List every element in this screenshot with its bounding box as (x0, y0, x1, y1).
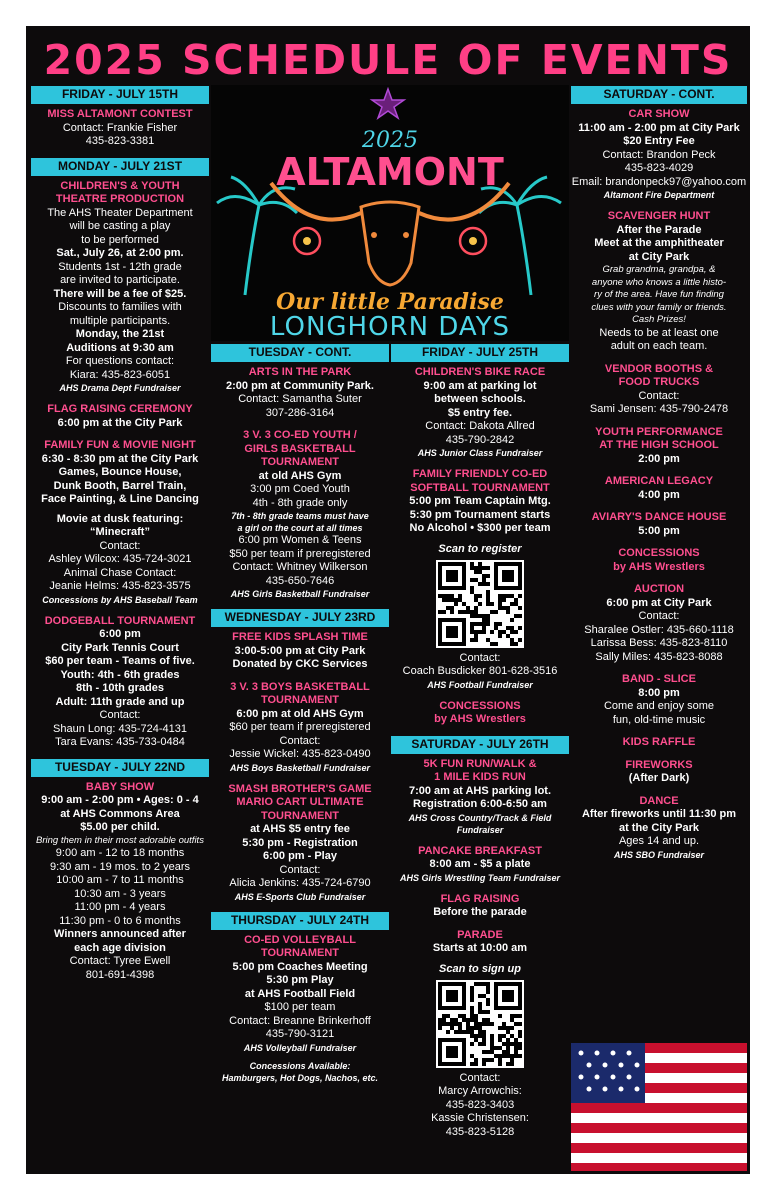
event-title: SCAVENGER HUNT (607, 210, 711, 222)
event-title: FREE KIDS SPLASH TIME (232, 631, 368, 643)
star-icon (372, 89, 404, 118)
event-detail: 5:00 pm Coaches Meeting (232, 960, 368, 973)
event-title: CHILDREN'S BIKE RACE (414, 366, 546, 378)
event-detail: No Alcohol • $300 per team (409, 522, 551, 534)
event-detail: at AHS $5 entry fee (250, 823, 350, 835)
event-detail: Larissa Bess: 435-823-8110 (590, 637, 728, 649)
event-title: THEATRE PRODUCTION (55, 193, 185, 205)
event-detail: After the Parade (616, 223, 702, 236)
event-detail: For questions contact: (65, 355, 175, 367)
event-detail: between schools. (434, 393, 526, 405)
event-note: AHS Junior Class Fundraiser (417, 448, 543, 458)
event-note: Hamburgers, Hot Dogs, Nachos, etc. (221, 1072, 379, 1083)
event-title: CO-ED VOLLEYBALL (244, 933, 356, 946)
event-title: FIREWORKS (625, 758, 693, 771)
event-title: by AHS Wrestlers (434, 713, 526, 725)
event-detail: 8:00 am - $5 a plate (429, 858, 531, 870)
event-detail: Grab grandma, grandpa, & (602, 264, 716, 275)
event-detail: Animal Chase Contact: (63, 566, 177, 579)
event-concessions (391, 700, 569, 727)
event-detail: City Park Tennis Court (61, 641, 179, 654)
event-title: ARTS IN THE PARK (248, 366, 352, 378)
event-title: VENDOR BOOTHS & (604, 362, 714, 375)
event-detail: 2:00 pm at Community Park. (226, 379, 374, 392)
event-detail: Monday, the 21st (75, 328, 165, 340)
event-detail: Contact: (99, 709, 141, 721)
event-title: TOURNAMENT (260, 809, 339, 822)
event-detail: 435-823-3381 (85, 135, 155, 147)
event-title: MISS ALTAMONT CONTEST (47, 108, 193, 120)
event-title: CHILDREN'S & YOUTH (60, 179, 180, 192)
event-detail: 3:00-5:00 pm at City Park (234, 644, 366, 657)
event-title: AVIARY'S DANCE HOUSE (591, 511, 727, 523)
event-title: PARADE (457, 928, 503, 941)
event-note: AHS Drama Dept Fundraiser (59, 383, 181, 393)
event-detail: 5:30 pm - Registration (242, 836, 358, 849)
event-detail: (After Dark) (628, 772, 690, 784)
event-detail: Ages 14 and up. (618, 835, 700, 847)
event-detail: Registration 6:00-6:50 am (413, 798, 547, 810)
event-title: AUCTION (633, 583, 685, 595)
event-title: FOOD TRUCKS (618, 376, 700, 388)
event-auction (571, 583, 747, 664)
event-detail: to be performed (81, 233, 159, 246)
event-detail: ry of the area. Have fun finding (594, 289, 724, 300)
event-flag-raising-ceremony (31, 403, 209, 430)
event-note: AHS Girls Wrestling Team Fundraiser (399, 872, 561, 883)
event-3-v-3-boys-basketball (211, 681, 389, 774)
event-detail: 9:00 am - 12 to 18 months (55, 847, 185, 859)
event-note: Concessions by AHS Baseball Team (42, 594, 198, 605)
column-1 (31, 85, 209, 991)
event-note: AHS Volleyball Fundraiser (243, 1042, 357, 1053)
event-detail: The AHS Theater Department (47, 206, 193, 219)
event-detail: Sami Jensen: 435-790-2478 (589, 403, 729, 415)
event-detail: Contact: (279, 863, 321, 876)
event-3-v-3-co-ed-youth (211, 429, 389, 600)
event-detail: There will be a fee of $25. (53, 287, 187, 300)
event-title: CAR SHOW (628, 108, 690, 120)
event-note: AHS E-Sports Club Fundraiser (234, 891, 366, 902)
event-title: BABY SHOW (85, 780, 155, 793)
event-detail: Winners announced after (54, 928, 186, 940)
event-detail: 5:00 pm (638, 524, 680, 537)
event-title: CONCESSIONS (618, 547, 700, 559)
event-detail: Cash Prizes! (632, 314, 686, 325)
american-flag-image (571, 1043, 747, 1171)
event-title: BAND - SLICE (622, 673, 696, 685)
event-detail: are invited to participate. (60, 274, 180, 286)
event-detail: $50 per team if preregistered (229, 547, 371, 560)
event-title: KIDS RAFFLE (622, 736, 696, 748)
event-detail: Email: brandonpeck97@yahoo.com (571, 175, 747, 188)
page-title: 2025 SCHEDULE OF EVENTS (43, 36, 733, 84)
event-detail: Shaun Long: 435-724-4131 (53, 722, 187, 735)
event-pancake-breakfast (391, 845, 569, 884)
event-detail: at AHS Football Field (244, 987, 356, 1000)
event-free-kids-splash-time (211, 631, 389, 672)
column-4 (571, 85, 747, 870)
event-title: DODGEBALL TOURNAMENT (44, 614, 196, 627)
day-header-thursday-july-24th: THURSDAY - JULY 24TH (211, 912, 389, 930)
event-title: TOURNAMENT (260, 947, 339, 959)
event-co-ed-volleyball (211, 934, 389, 1084)
event-detail: 9:00 am - 2:00 pm • Ages: 0 - 4 (41, 794, 199, 806)
event-detail: Kassie Christensen: (431, 1112, 529, 1124)
event-detail: at City Park (628, 250, 690, 263)
event-detail: 435-650-7646 (265, 574, 335, 587)
event-title: SMASH BROTHER'S GAME (228, 782, 372, 795)
event-detail: at old AHS Gym (258, 469, 342, 482)
event-detail: at AHS Commons Area (60, 807, 180, 820)
event-detail: 5:30 pm Play (266, 974, 334, 986)
event-detail: will be casting a play (69, 220, 171, 232)
event-title: 5K FUN RUN/WALK & (423, 757, 537, 770)
event-detail: Before the parade (433, 906, 527, 918)
event-detail: 6:00 pm at City Park (606, 596, 712, 609)
event-detail: $100 per team (264, 1001, 336, 1013)
event-detail: Kiara: 435-823-6051 (69, 368, 171, 381)
longhorn-head-icon (361, 202, 419, 285)
event-5k-fun-run-walk (391, 758, 569, 836)
event-detail: Meet at the amphitheater (594, 237, 724, 249)
event-detail: 435-790-2842 (445, 433, 515, 446)
day-header-tuesday-cont: TUESDAY - CONT. (211, 344, 389, 362)
event-detail: 435-823-4029 (624, 162, 694, 174)
event-detail: Students 1st - 12th grade (58, 260, 182, 273)
palm-tree-right-icon (479, 177, 561, 295)
day-header-tuesday-july-22nd: TUESDAY - JULY 22ND (31, 759, 209, 777)
event-car-show (571, 108, 747, 201)
event-note: AHS Cross Country/Track & Field Fundraiser (408, 812, 552, 835)
event-detail: multiple participants. (69, 314, 171, 327)
event-detail: Scan to sign up (439, 962, 521, 975)
day-header-saturday-cont: SATURDAY - CONT. (571, 86, 747, 104)
altamont-longhorn-days-logo (211, 85, 569, 341)
event-detail: Auditions at 9:30 am (66, 341, 174, 354)
logo-tagline: Our little Paradise (276, 289, 504, 315)
event-band-slice (571, 673, 747, 727)
event-detail: 6:00 pm - Play (263, 850, 337, 862)
event-detail: Contact: Frankie Fisher (62, 121, 178, 134)
event-smash-brother-s-game (211, 783, 389, 903)
event-detail: 11:00 am - 2:00 pm at City Park (578, 121, 740, 134)
event-detail: $20 Entry Fee (623, 135, 695, 147)
day-header-saturday-july-26th: SATURDAY - JULY 26TH (391, 736, 569, 754)
event-detail: 435-790-3121 (265, 1028, 335, 1040)
poster (26, 26, 750, 1174)
event-detail: Contact: Whitney Wilkerson (232, 561, 368, 573)
event-title: FAMILY FUN & MOVIE NIGHT (44, 439, 196, 451)
event-detail: 435-823-5128 (445, 1125, 515, 1138)
event-detail: 5:30 pm Tournament starts (409, 508, 551, 521)
event-vendor-booths (571, 363, 747, 417)
event-title: DANCE (639, 794, 679, 807)
event-detail: Contact: Samantha Suter (238, 393, 362, 405)
event-title: SOFTBALL TOURNAMENT (410, 481, 550, 494)
event-note: AHS SBO Fundraiser (613, 849, 705, 860)
event-note: AHS Girls Basketball Fundraiser (230, 589, 370, 599)
event-title: AT THE HIGH SCHOOL (599, 439, 719, 451)
event-detail: Tara Evans: 435-733-0484 (55, 736, 185, 748)
event-detail: Jessie Wickel: 435-823-0490 (229, 748, 371, 760)
hibiscus-right-icon (460, 228, 486, 254)
event-detail: Scan to register (438, 542, 522, 555)
event-detail: Contact: (459, 1071, 501, 1084)
event-detail: Sally Miles: 435-823-8088 (595, 650, 723, 663)
event-detail: at the City Park (618, 821, 700, 834)
event-title: FLAG RAISING (440, 892, 520, 905)
event-detail: fun, old-time music (612, 713, 706, 726)
event-baby-show (31, 781, 209, 983)
event-detail: Alicia Jenkins: 435-724-6790 (229, 877, 371, 889)
event-note: AHS Boys Basketball Fundraiser (229, 762, 371, 773)
event-fireworks (571, 759, 747, 786)
event-detail: Contact: (638, 389, 680, 402)
qr-code-register[interactable] (436, 560, 524, 648)
event-detail: 5:00 pm Team Captain Mtg. (409, 495, 551, 507)
event-detail: 307-286-3164 (265, 406, 335, 419)
event-detail: Ashley Wilcox: 435-724-3021 (48, 553, 192, 565)
event-detail: 10:30 am - 3 years (74, 887, 166, 900)
event-kids-raffle (571, 736, 747, 750)
event-children-s-bike-race (391, 366, 569, 459)
event-youth-performance (571, 426, 747, 467)
hibiscus-left-icon (294, 228, 320, 254)
event-detail: Discounts to families with (58, 301, 182, 313)
event-family-friendly-co-ed (391, 468, 569, 691)
event-detail: Dunk Booth, Barrel Train, (53, 479, 187, 492)
event-detail: “Minecraft” (90, 526, 150, 538)
event-detail: anyone who knows a little histo- (591, 276, 727, 288)
event-title: CONCESSIONS (439, 699, 521, 712)
event-aviary-s-dance-house (571, 511, 747, 538)
event-detail: 11:00 pm - 4 years (74, 901, 166, 913)
event-detail: Sat., July 26, at 2:00 pm. (56, 247, 184, 259)
column-3 (391, 343, 569, 1148)
event-title: PANCAKE BREAKFAST (418, 844, 542, 857)
event-note: Concessions Available: (249, 1060, 351, 1071)
event-note: Altamont Fire Department (603, 190, 715, 200)
event-detail: Jeanie Helms: 435-823-3575 (49, 580, 191, 592)
event-concessions (571, 547, 747, 574)
event-detail: Youth: 4th - 6th grades (60, 668, 180, 681)
event-miss-altamont-contest (31, 108, 209, 149)
event-detail: clues with your family or friends. (591, 301, 727, 313)
event-note: 7th - 8th grade teams must have (231, 511, 369, 521)
event-detail: Adult: 11th grade and up (55, 695, 185, 708)
event-parade (391, 929, 569, 1140)
event-flag-raising (391, 893, 569, 920)
event-detail: Face Painting, & Line Dancing (41, 493, 199, 505)
event-detail: Contact: (638, 610, 680, 622)
event-title: 3 V. 3 BOYS BASKETBALL (230, 680, 370, 693)
event-detail: Bring them in their most adorable outfits (36, 834, 204, 846)
event-detail: 4:00 pm (638, 488, 680, 501)
day-header-friday-july-15th: FRIDAY - JULY 15TH (31, 86, 209, 104)
event-detail: 4th - 8th grade only (252, 496, 348, 509)
event-detail: Needs to be at least one (599, 326, 719, 339)
event-detail: Come and enjoy some (603, 700, 715, 712)
event-detail: 435-823-3403 (445, 1098, 515, 1111)
event-detail: After fireworks until 11:30 pm (581, 808, 737, 820)
logo-subtitle: LONGHORN DAYS (269, 312, 511, 341)
event-detail: Games, Bounce House, (58, 466, 182, 478)
event-detail: 7:00 am at AHS parking lot. (408, 784, 552, 797)
event-detail: 6:00 pm at the City Park (57, 416, 183, 429)
logo-name: ALTAMONT (276, 150, 504, 194)
event-detail: each age division (74, 941, 166, 954)
event-detail: Movie at dusk featuring: (56, 512, 184, 525)
event-title: TOURNAMENT (260, 456, 339, 468)
event-title: YOUTH PERFORMANCE (595, 425, 723, 438)
event-detail: 6:00 pm Women & Teens (238, 534, 362, 546)
event-note: a girl on the court at all times (237, 523, 363, 533)
event-detail: 2:00 pm (638, 452, 680, 465)
event-title: by AHS Wrestlers (613, 560, 705, 573)
event-detail: Contact: Dakota Allred (425, 420, 535, 432)
event-detail: 10:00 am - 7 to 11 months (56, 874, 184, 886)
event-detail: 3:00 pm Coed Youth (250, 483, 350, 495)
event-detail: 6:00 pm (99, 628, 141, 640)
event-detail: Contact: (459, 651, 501, 664)
day-header-monday-july-21st: MONDAY - JULY 21ST (31, 158, 209, 176)
event-detail: Starts at 10:00 am (432, 942, 528, 954)
event-detail: Contact: (99, 539, 141, 552)
event-scavenger-hunt (571, 210, 747, 354)
event-detail: 801-691-4398 (85, 968, 155, 981)
event-detail: 9:00 am at parking lot (423, 379, 537, 392)
event-detail: Contact: Breanne Brinkerhoff (229, 1014, 371, 1027)
event-dodgeball-tournament (31, 615, 209, 750)
event-american-legacy (571, 475, 747, 502)
event-title: GIRLS BASKETBALL (244, 442, 356, 455)
qr-code-signup[interactable] (436, 980, 524, 1068)
logo-artwork (211, 85, 569, 341)
event-title: FLAG RAISING CEREMONY (47, 403, 193, 415)
event-detail: Contact: Brandon Peck (602, 148, 716, 161)
column-2 (211, 343, 389, 1093)
logo-year: 2025 (362, 128, 418, 153)
event-detail: $5.00 per child. (80, 821, 160, 833)
event-children-s-youth (31, 180, 209, 395)
event-note: AHS Football Fundraiser (427, 679, 533, 690)
event-title: TOURNAMENT (260, 694, 339, 706)
event-detail: 6:00 pm at old AHS Gym (236, 707, 364, 720)
event-dance (571, 795, 747, 861)
flag-icon (571, 1043, 747, 1171)
palm-tree-left-icon (217, 177, 297, 295)
event-detail: adult on each team. (610, 340, 708, 352)
day-header-friday-july-25th: FRIDAY - JULY 25TH (391, 344, 569, 362)
event-detail: 6:30 - 8:30 pm at the City Park (41, 452, 199, 465)
event-title: FAMILY FRIENDLY CO-ED (412, 468, 548, 480)
event-detail: 8:00 pm (638, 686, 680, 699)
event-detail: Donated by CKC Services (232, 658, 368, 670)
event-arts-in-the-park (211, 366, 389, 420)
event-detail: Marcy Arrowchis: (438, 1085, 522, 1097)
event-detail: $60 per team if preregistered (229, 721, 371, 733)
event-detail: Sharalee Ostler: 435-660-1118 (584, 623, 734, 636)
event-family-fun-movie-night (31, 439, 209, 606)
event-detail: Contact: Tyree Ewell (69, 955, 171, 967)
event-detail: 8th - 10th grades (75, 682, 165, 694)
event-detail: $60 per team - Teams of five. (45, 655, 195, 667)
event-title: 3 V. 3 CO-ED YOUTH / (243, 429, 357, 441)
event-detail: Contact: (279, 734, 321, 747)
event-detail: 9:30 am - 19 mos. to 2 years (49, 860, 190, 873)
event-detail: $5 entry fee. (447, 406, 513, 419)
event-detail: Coach Busdicker 801-628-3516 (402, 665, 558, 677)
day-header-wednesday-july-23rd: WEDNESDAY - JULY 23RD (211, 609, 389, 627)
event-detail: 11:30 pm - 0 to 6 months (59, 914, 181, 927)
event-title: AMERICAN LEGACY (604, 475, 714, 487)
event-title: 1 MILE KIDS RUN (434, 771, 526, 783)
event-title: MARIO CART ULTIMATE (236, 796, 364, 808)
